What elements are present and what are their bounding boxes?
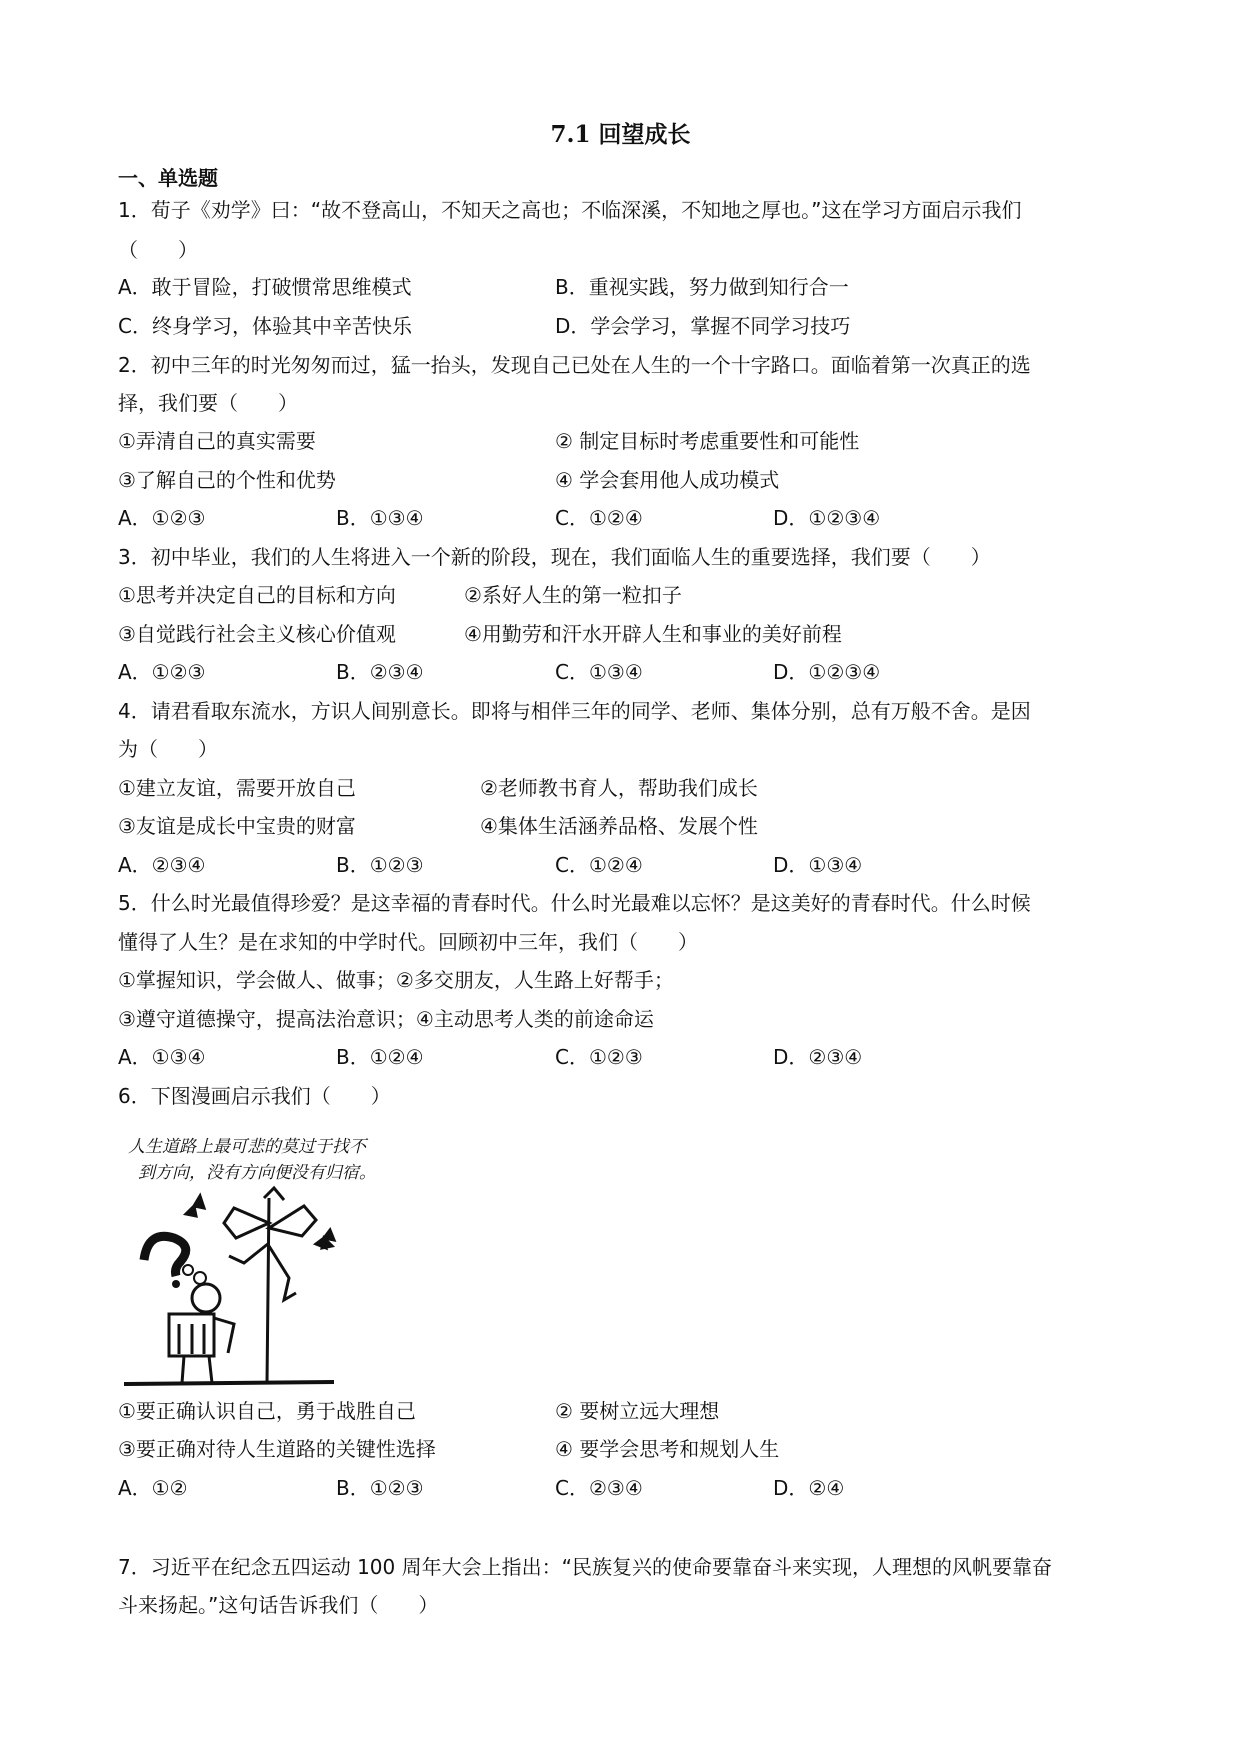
q4-option-c: C．①②④ bbox=[555, 853, 643, 877]
question-5-stem: 5．什么时光最值得珍爱？是这幸福的青春时代。什么时光最难以忘怀？是这美好的青春时代。什么时候 bbox=[118, 891, 1031, 915]
q2-statement-2: ② 制定目标时考虑重要性和可能性 bbox=[555, 429, 860, 453]
question-4-stem: 4．请君看取东流水，方识人间别意长。即将与相伴三年的同学、老师、集体分别，总有万般不舍。是因 bbox=[118, 699, 1031, 723]
q1-option-c: C．终身学习，体验其中辛苦快乐 bbox=[118, 314, 412, 338]
q4-statement-3: ③友谊是成长中宝贵的财富 bbox=[118, 814, 356, 838]
question-7-stem: 7．习近平在纪念五四运动 100 周年大会上指出：“民族复兴的使命要靠奋斗来实现，人理想的风帆要靠奋 bbox=[118, 1555, 1052, 1579]
q3-option-a: A．①②③ bbox=[118, 660, 206, 684]
q6-option-a: A．①② bbox=[118, 1476, 188, 1500]
q5-option-a: A．①③④ bbox=[118, 1045, 206, 1069]
q5-option-c: C．①②③ bbox=[555, 1045, 643, 1069]
cartoon-caption-line-2: 到方向，没有方向便没有归宿。 bbox=[138, 1163, 376, 1183]
q4-option-d: D．①③④ bbox=[773, 853, 863, 877]
direction-marks bbox=[186, 1196, 334, 1248]
q5-statements-3-4: ③遵守道德操守，提高法治意识；④主动思考人类的前途命运 bbox=[118, 1007, 654, 1031]
q3-statement-4: ④用勤劳和汗水开辟人生和事业的美好前程 bbox=[464, 622, 842, 646]
q2-option-d: D．①②③④ bbox=[773, 506, 881, 530]
q6-option-b: B．①②③ bbox=[336, 1476, 424, 1500]
person-drawing bbox=[169, 1284, 234, 1383]
question-7-stem-cont: 斗来扬起。”这句话告诉我们（ ） bbox=[118, 1593, 439, 1617]
signpost-drawing bbox=[224, 1188, 316, 1383]
q3-option-b: B．②③④ bbox=[336, 660, 424, 684]
q6-statement-2: ② 要树立远大理想 bbox=[555, 1399, 720, 1423]
q6-statement-1: ①要正确认识自己，勇于战胜自己 bbox=[118, 1399, 416, 1423]
question-2-stem: 2．初中三年的时光匆匆而过，猛一抬头，发现自己已处在人生的一个十字路口。面临着第一次真正的选 bbox=[118, 353, 1031, 377]
question-mark-drawing bbox=[144, 1236, 206, 1288]
q2-option-a: A．①②③ bbox=[118, 506, 206, 530]
q1-option-b: B．重视实践，努力做到知行合一 bbox=[555, 275, 849, 299]
question-5-stem-cont: 懂得了人生？是在求知的中学时代。回顾初中三年，我们（ ） bbox=[118, 930, 698, 954]
q2-statement-1: ①弄清自己的真实需要 bbox=[118, 429, 316, 453]
question-4-stem-cont: 为（ ） bbox=[118, 737, 218, 761]
cartoon-image bbox=[124, 1128, 414, 1388]
q3-option-c: C．①③④ bbox=[555, 660, 643, 684]
q6-statement-3: ③要正确对待人生道路的关键性选择 bbox=[118, 1437, 436, 1461]
section-heading: 一、单选题 bbox=[118, 166, 218, 190]
q2-statement-4: ④ 学会套用他人成功模式 bbox=[555, 468, 780, 492]
q4-statement-1: ①建立友谊，需要开放自己 bbox=[118, 776, 356, 800]
q3-statement-3: ③自觉践行社会主义核心价值观 bbox=[118, 622, 396, 646]
q2-option-b: B．①③④ bbox=[336, 506, 424, 530]
q4-statement-4: ④集体生活涵养品格、发展个性 bbox=[480, 814, 758, 838]
q2-option-c: C．①②④ bbox=[555, 506, 643, 530]
q1-option-d: D．学会学习，掌握不同学习技巧 bbox=[555, 314, 851, 338]
question-2-stem-cont: 择，我们要（ ） bbox=[118, 391, 298, 415]
question-6-stem: 6．下图漫画启示我们（ ） bbox=[118, 1084, 391, 1108]
question-1-stem: 1．荀子《劝学》曰：“故不登高山，不知天之高也；不临深溪，不知地之厚也。”这在学习方面启示我们 bbox=[118, 198, 1022, 222]
question-1-stem-cont: （ ） bbox=[118, 238, 198, 262]
q4-option-b: B．①②③ bbox=[336, 853, 424, 877]
q3-statement-1: ①思考并决定自己的目标和方向 bbox=[118, 583, 396, 607]
q6-option-d: D．②④ bbox=[773, 1476, 845, 1500]
page-title: 7.1 回望成长 bbox=[550, 121, 691, 148]
q6-statement-4: ④ 要学会思考和规划人生 bbox=[555, 1437, 780, 1461]
q5-statements-1-2: ①掌握知识，学会做人、做事；②多交朋友，人生路上好帮手； bbox=[118, 968, 674, 992]
q5-option-d: D．②③④ bbox=[773, 1045, 863, 1069]
q1-option-a: A．敢于冒险，打破惯常思维模式 bbox=[118, 275, 412, 299]
question-3-stem: 3．初中毕业，我们的人生将进入一个新的阶段，现在，我们面临人生的重要选择，我们要（ ） bbox=[118, 545, 991, 569]
q5-option-b: B．①②④ bbox=[336, 1045, 424, 1069]
cartoon-caption-line-1: 人生道路上最可悲的莫过于找不 bbox=[128, 1137, 366, 1157]
q6-option-c: C．②③④ bbox=[555, 1476, 643, 1500]
ground-line bbox=[124, 1382, 334, 1384]
q3-statement-2: ②系好人生的第一粒扣子 bbox=[464, 583, 682, 607]
q3-option-d: D．①②③④ bbox=[773, 660, 881, 684]
q4-statement-2: ②老师教书育人，帮助我们成长 bbox=[480, 776, 758, 800]
q2-statement-3: ③了解自己的个性和优势 bbox=[118, 468, 336, 492]
q4-option-a: A．②③④ bbox=[118, 853, 206, 877]
